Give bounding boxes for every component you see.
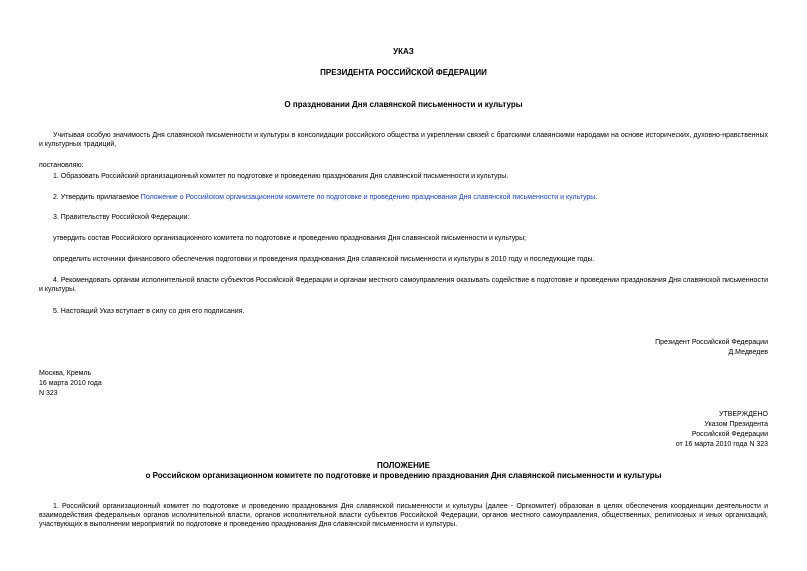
- decree-item-2-suffix: .: [595, 194, 598, 201]
- postanovlyayu-text: постановляю:: [39, 162, 84, 169]
- polozhenie-link[interactable]: Положение о Российском организационном комитете по подготовке и проведению празднования Дня славянской письменности и культуры: [140, 194, 596, 201]
- signature-position: Президент Российской Федерации: [655, 339, 768, 346]
- signature-name: Д.Медведев: [728, 349, 768, 356]
- decree-item-2: [53, 193, 597, 202]
- president-heading: ПРЕЗИДЕНТА РОССИЙСКОЙ ФЕДЕРАЦИИ: [320, 68, 487, 77]
- ukaz-heading: УКАЗ: [393, 47, 414, 56]
- approved-line-4: от 16 марта 2010 года N 323: [675, 441, 768, 448]
- place-text: Москва, Кремль: [39, 370, 92, 377]
- polozhenie-subtitle: о Российском организационном комитете по подготовке и проведению празднования Дня славянской письменности и культуры: [145, 471, 662, 480]
- date-text: 16 марта 2010 года: [39, 380, 102, 387]
- approved-line-3: Российской Федерации: [691, 431, 768, 438]
- approved-line-1: УТВЕРЖДЕНО: [718, 411, 768, 418]
- preamble-paragraph: Учитывая особую значимость Дня славянской письменности и культуры в консолидации российского общества и укреплении связей с братскими славянскими народами на основе исторических, духовно-нравственных и культурных традиций,: [39, 132, 768, 148]
- decree-item-3b: определить источники финансового обеспечения подготовки и проведения празднования Дня славянской письменности и культуры в 2010 году и последующие годы.: [53, 256, 595, 263]
- polozhenie-title: ПОЛОЖЕНИЕ: [377, 461, 430, 470]
- decree-item-1: 1. Образовать Российский организационный комитет по подготовке и проведению празднования Дня славянской письменности и культуры.: [53, 173, 509, 180]
- decree-number: N 323: [39, 390, 58, 397]
- decree-item-5: 5. Настоящий Указ вступает в силу со дня его подписания.: [53, 308, 245, 315]
- polozhenie-item-1: 1. Российский организационный комитет по подготовке и проведению празднования Дня славянской письменности и культуры (далее - Оргкомитет) образован в целях обеспечения координации деятельности и взаимодействия федеральных органов исполнительной власти, органов исполнительной власти субъектов Российской Федерации, органов местного самоуправления, общественных, религиозных и иных организаций, участвующих в выполнении мероприятий по подготовке и проведению празднования Дня славянской письменности и культуры.: [39, 503, 768, 528]
- decree-item-2-prefix: 2. Утвердить прилагаемое: [53, 194, 141, 201]
- decree-item-3a: утвердить состав Российского организационного комитета по подготовке и проведению празднования Дня славянской письменности и культуры;: [53, 235, 527, 242]
- decree-item-3: 3. Правительству Российской Федерации:: [53, 214, 190, 221]
- approved-line-2: Указом Президента: [704, 421, 768, 428]
- decree-item-4: 4. Рекомендовать органам исполнительной власти субъектов Российской Федерации и органам местного самоуправления оказывать содействие в подготовке и проведении празднования Дня славянской письменности и культуры.: [39, 277, 768, 293]
- decree-subject: О праздновании Дня славянской письменности и культуры: [284, 100, 523, 109]
